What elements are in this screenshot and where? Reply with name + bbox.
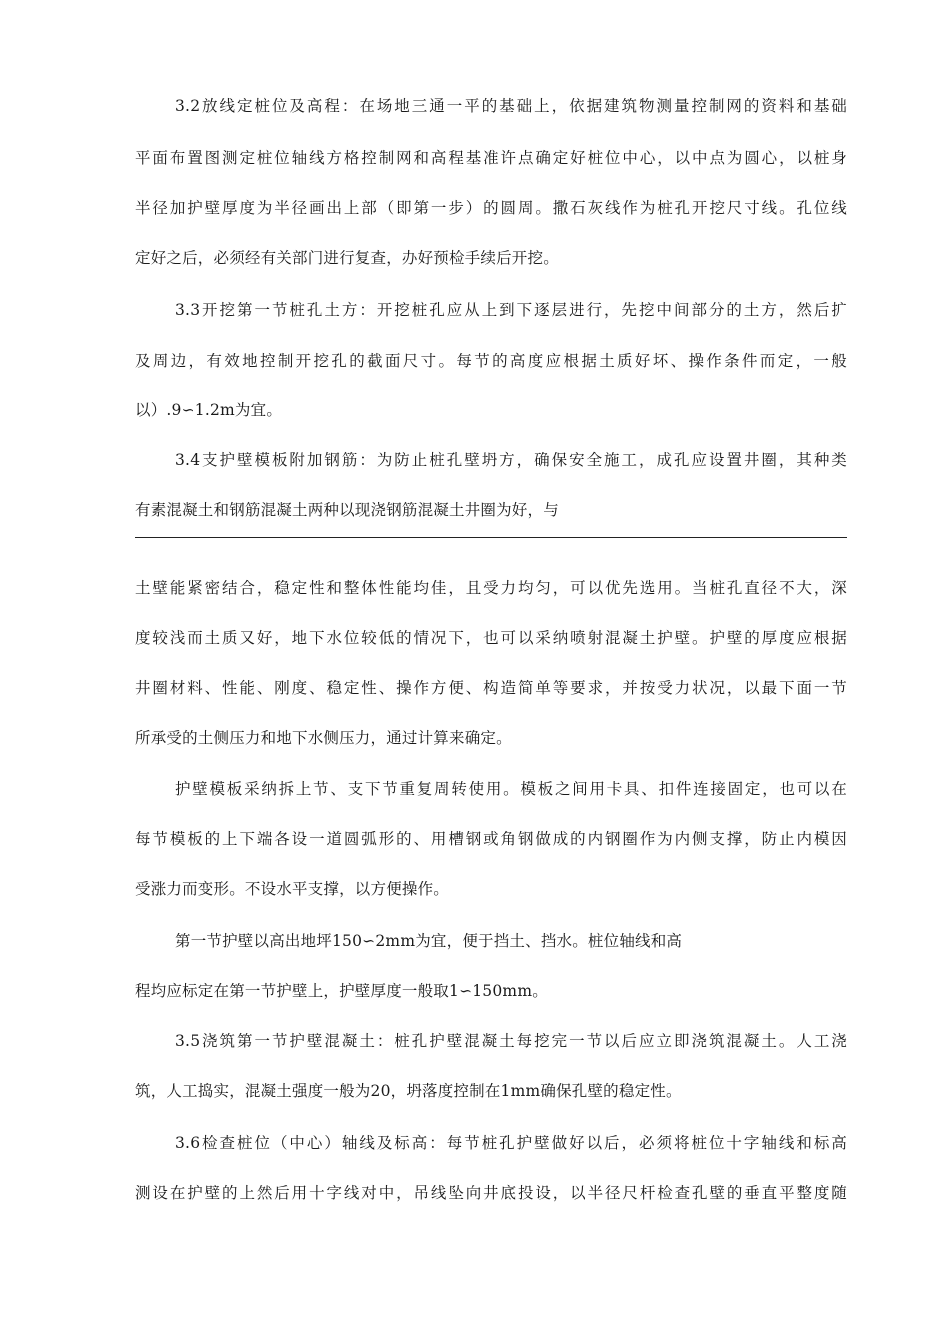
paragraph-formwork-line-2: 每节模板的上下端各设一道圆弧形的、用槽钢或角钢做成的内钢圈作为内侧支撑，防止内模因 bbox=[135, 830, 847, 848]
paragraph-3-3-line-2: 及周边，有效地控制开挖孔的截面尺寸。每节的高度应根据土质好坏、操作条件而定，一般 bbox=[135, 352, 847, 370]
paragraph-3-6-line-2: 测设在护壁的上然后用十字线对中，吊线坠向井底投设，以半径尺杆检查孔壁的垂直平整度随 bbox=[135, 1184, 847, 1202]
paragraph-continued-line-1: 土壁能紧密结合，稳定性和整体性能均佳，且受力均匀，可以优先选用。当桩孔直径不大，深 bbox=[135, 579, 847, 597]
paragraph-continued-line-3: 井圈材料、性能、刚度、稳定性、操作方便、构造简单等要求，并按受力状况，以最下面一节 bbox=[135, 679, 847, 697]
paragraph-3-5-line-1: 3.5浇筑第一节护壁混凝土：桩孔护壁混凝土每挖完一节以后应立即浇筑混凝土。人工浇 bbox=[175, 1032, 847, 1050]
paragraph-first-section-line-2: 程均应标定在第一节护壁上，护壁厚度一般取1∽150mm。 bbox=[135, 982, 548, 1000]
paragraph-formwork-line-3: 受涨力而变形。不设水平支撑，以方便操作。 bbox=[135, 880, 450, 898]
paragraph-3-2-line-4: 定好之后，必须经有关部门进行复查，办好预检手续后开挖。 bbox=[135, 249, 559, 267]
paragraph-continued-line-2: 度较浅而土质又好，地下水位较低的情况下，也可以采纳喷射混凝土护壁。护壁的厚度应根据 bbox=[135, 629, 847, 647]
page-break-rule bbox=[135, 537, 847, 538]
paragraph-3-4-line-1: 3.4支护壁模板附加钢筋：为防止桩孔壁坍方，确保安全施工，成孔应设置井圈，其种类 bbox=[175, 451, 847, 469]
paragraph-3-3-line-1: 3.3开挖第一节桩孔土方：开挖桩孔应从上到下逐层进行，先挖中间部分的土方，然后扩 bbox=[175, 301, 847, 319]
paragraph-3-3-line-3: 以）.9∽1.2m为宜。 bbox=[135, 401, 283, 419]
paragraph-3-2-line-2: 平面布置图测定桩位轴线方格控制网和高程基准许点确定好桩位中心，以中点为圆心，以桩身 bbox=[135, 149, 847, 167]
paragraph-3-4-line-2: 有素混凝土和钢筋混凝土两种以现浇钢筋混凝土井圈为好，与 bbox=[135, 501, 559, 519]
paragraph-formwork-line-1: 护壁模板采纳拆上节、支下节重复周转使用。模板之间用卡具、扣件连接固定，也可以在 bbox=[175, 780, 847, 798]
paragraph-first-section-line-1: 第一节护壁以高出地坪150∽2mm为宜，便于挡土、挡水。桩位轴线和高 bbox=[175, 932, 683, 950]
paragraph-3-5-line-2: 筑，人工捣实，混凝土强度一般为20，坍落度控制在1mm确保孔壁的稳定性。 bbox=[135, 1082, 682, 1100]
paragraph-3-2-line-3: 半径加护壁厚度为半径画出上部（即第一步）的圆周。撒石灰线作为桩孔开挖尺寸线。孔位线 bbox=[135, 199, 847, 217]
paragraph-3-2-line-1: 3.2放线定桩位及高程：在场地三通一平的基础上，依据建筑物测量控制网的资料和基础 bbox=[175, 97, 847, 115]
paragraph-continued-line-4: 所承受的土侧压力和地下水侧压力，通过计算来确定。 bbox=[135, 729, 512, 747]
paragraph-3-6-line-1: 3.6检查桩位（中心）轴线及标高：每节桩孔护壁做好以后，必须将桩位十字轴线和标高 bbox=[175, 1134, 847, 1152]
